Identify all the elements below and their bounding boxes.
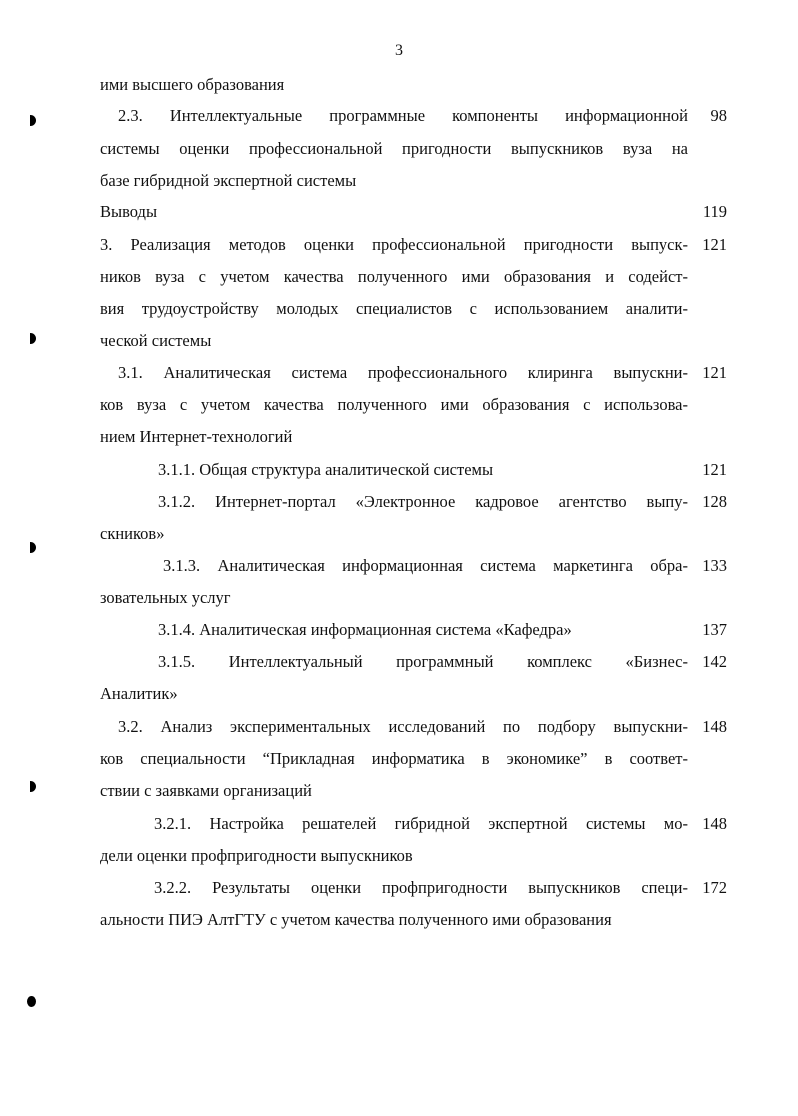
toc-line: 3.2. Анализ экспериментальных исследований по подбору выпускни-: [118, 717, 688, 736]
toc-line: 3.2.1. Настройка решателей гибридной экспертной системы мо-: [154, 814, 688, 833]
toc-page-number: 121: [702, 363, 727, 382]
toc-line: 3. Реализация методов оценки профессиональной пригодности выпуск-: [100, 235, 688, 254]
toc-line: 3.2.2. Результаты оценки профпригодности выпускников специ-: [154, 878, 688, 897]
toc-line: ков специальности “Прикладная информатика в экономике” в соответ-: [100, 749, 688, 768]
toc-line: Аналитик»: [100, 684, 178, 703]
toc-line: 3.1.1. Общая структура аналитической системы: [158, 460, 494, 479]
toc-page-number: 128: [702, 492, 727, 511]
toc-line: ников вуза с учетом качества полученного ими образования и содейст-: [100, 267, 688, 286]
binding-mark: [30, 542, 36, 553]
toc-line: 3.1.3. Аналитическая информационная система маркетинга обра-: [163, 556, 688, 575]
toc-line: ими высшего образования: [100, 75, 285, 94]
toc-page-number: 172: [702, 878, 727, 897]
toc-page-number: 98: [710, 106, 727, 125]
toc-line: ков вуза с учетом качества полученного ими образования с использова-: [100, 395, 688, 414]
toc-line: дели оценки профпригодности выпускников: [100, 846, 413, 865]
toc-line: 3.1.2. Интернет-портал «Электронное кадровое агентство выпу-: [158, 492, 688, 511]
toc-page-number: 119: [702, 202, 727, 221]
toc-line: нием Интернет-технологий: [100, 427, 293, 446]
toc-line: 3.1.5. Интеллектуальный программный комплекс «Бизнес-: [158, 652, 688, 671]
toc-line: 3.1.4. Аналитическая информационная система «Кафедра»: [158, 620, 572, 639]
toc-page-number: 148: [702, 717, 727, 736]
toc-page-number: 121: [702, 460, 727, 479]
toc-line: вия трудоустройству молодых специалистов с использованием аналити-: [100, 299, 688, 318]
toc-line: ческой системы: [100, 331, 212, 350]
toc-line: 3.1. Аналитическая система профессионального клиринга выпускни-: [118, 363, 688, 382]
binding-mark: [30, 781, 36, 792]
toc-page-number: 142: [702, 652, 727, 671]
toc-line: Выводы: [100, 202, 158, 221]
toc-line: базе гибридной экспертной системы: [100, 171, 357, 190]
page-number: 3: [395, 42, 403, 59]
toc-page-number: 121: [702, 235, 727, 254]
toc-page-number: 137: [702, 620, 727, 639]
binding-mark: [30, 333, 36, 344]
toc-line: 2.3. Интеллектуальные программные компоненты информационной: [118, 106, 688, 125]
toc-line: ствии с заявками организаций: [100, 781, 312, 800]
toc-line: системы оценки профессиональной пригодности выпускников вуза на: [100, 139, 688, 158]
binding-dot: [27, 996, 36, 1007]
toc-line: альности ПИЭ АлтГТУ с учетом качества полученного ими образования: [100, 910, 612, 929]
toc-page-number: 133: [702, 556, 727, 575]
toc-line: зовательных услуг: [100, 588, 231, 607]
toc-line: скников»: [100, 524, 165, 543]
toc-page-number: 148: [702, 814, 727, 833]
binding-mark: [30, 115, 36, 126]
